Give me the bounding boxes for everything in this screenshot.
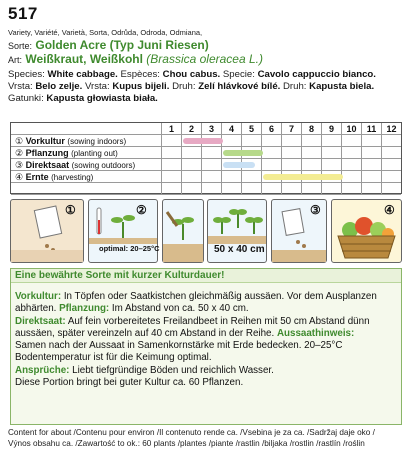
calendar-cell: [261, 159, 281, 171]
calendar-cell: [161, 159, 181, 171]
calendar-cell: [241, 183, 261, 195]
calendar-cell: [221, 171, 241, 183]
month-8: 8: [301, 123, 321, 135]
plant-spacing: 50 x 40 cm: [214, 244, 265, 255]
calendar-row-label: ③ Direktsaat (sowing outdoors): [15, 160, 136, 170]
month-6: 6: [261, 123, 281, 135]
calendar-empty-row: [11, 183, 401, 195]
month-2: 2: [181, 123, 201, 135]
calendar-cell: [341, 135, 361, 147]
calendar-row-label: ② Pflanzung (planting out): [15, 148, 118, 158]
illustration-spacing: [207, 199, 267, 263]
calendar-cell: [201, 147, 221, 159]
month-12: 12: [381, 123, 401, 135]
month-5: 5: [241, 123, 261, 135]
illustration-direct-sow: [271, 199, 327, 263]
variety-name: Golden Acre (Typ Juni Riesen): [35, 38, 209, 52]
calendar-cell: [381, 159, 401, 171]
footer-content: [8, 428, 375, 449]
calendar-cell: [261, 147, 281, 159]
catalog-number: 517: [8, 4, 38, 23]
calendar-cell: [221, 135, 241, 147]
calendar-cell: [361, 183, 381, 195]
footer-line-2: Výnos obsahu ca. /Zawartość to ok.: 60 plants /plantes /piante /rastlin /biljaka /rostlin /rastlín /roślin: [8, 438, 365, 448]
month-10: 10: [341, 123, 361, 135]
illustration-harvest: [331, 199, 402, 263]
calendar-cell: [381, 171, 401, 183]
footer-line-1: Content for about /Contenu pour environ /Il contenuto rende ca. /Vsebina je za ca. /Sadržaj daje oko /: [8, 428, 375, 437]
species-translations-1: Species: White cabbage. Espèces: Chou cabus. Specie: Cavolo cappuccio bianco.: [8, 69, 376, 80]
month-9: 9: [321, 123, 341, 135]
calendar-row-3: [11, 159, 401, 171]
calendar-cell: [301, 135, 321, 147]
calendar-cell: [221, 183, 241, 195]
calendar-row-4: [11, 171, 401, 183]
species-translations-3: Gatunki: Kapusta głowiasta biała.: [8, 93, 158, 104]
species-translations-2: Vrsta: Belo zelje. Vrsta: Kupus bijeli. Druh: Zelí hlávkové bílé. Druh: Kapusta biela.: [8, 81, 375, 92]
calendar-row-1: [11, 135, 401, 147]
latin-name: (Brassica oleracea L.): [146, 52, 263, 66]
calendar-cell: [281, 135, 301, 147]
calendar-cell: [201, 171, 221, 183]
calendar-bar-ernte: [263, 174, 343, 180]
calendar-cell: [181, 171, 201, 183]
calendar-cell: [361, 135, 381, 147]
calendar-cell: [341, 183, 361, 195]
step-4-label: ④: [384, 203, 395, 217]
calendar-bar-vorkultur: [183, 138, 223, 144]
calendar-row-2: [11, 147, 401, 159]
headline: Eine bewährte Sorte mit kurzer Kulturdauer!: [11, 269, 401, 283]
month-11: 11: [361, 123, 381, 135]
calendar-cell: [301, 183, 321, 195]
calendar-row-label: ④ Ernte (harvesting): [15, 172, 94, 182]
calendar-cell: [341, 147, 361, 159]
art-line: Art: Weißkraut, Weißkohl (Brassica oleracea L.): [8, 52, 263, 66]
calendar-cell: [241, 171, 261, 183]
calendar-cell: [341, 159, 361, 171]
calendar-cell: [381, 147, 401, 159]
calendar-cell: [161, 183, 181, 195]
calendar-cell: [241, 135, 261, 147]
calendar-cell: [181, 147, 201, 159]
vorkultur-paragraph: Vorkultur: In Töpfen oder Saatkistchen gleichmäßig aussäen. Vor dem Ausplanzen abhärten. Pflanzung: Im Abstand von ca. 50 x 40 cm. Direktsaat: Auf fein vorbereitetes Freilandbeet in Reihen mit 50 cm Abstand dünn aussäen, später vereinzeln auf 40 cm Abstand in der Reihe. Aussaathinweis: Samen nach der Aussaat in Samenkornstärke mit Erde bedecken. 20–25°C Bodentemperatur ist für die Keimung optimal. Ansprüche: Liebt tiefgründige Böden und reichlich Wasser. Diese Portion bringt bei guter Kultur ca. 60 Pflanzen.: [15, 291, 377, 389]
transplant-trowel-icon: [163, 200, 203, 262]
cultivation-info-box: [10, 268, 402, 425]
calendar-cell: [261, 135, 281, 147]
month-3: 3: [201, 123, 221, 135]
sorte-line: Sorte: Golden Acre (Typ Juni Riesen): [8, 38, 209, 52]
sowing-calendar: [10, 122, 402, 194]
calendar-cell: [161, 147, 181, 159]
calendar-row-label: ① Vorkultur (sowing indoors): [15, 136, 127, 146]
calendar-cell: [161, 171, 181, 183]
calendar-cell: [281, 183, 301, 195]
calendar-cell: [201, 183, 221, 195]
calendar-cell: [321, 183, 341, 195]
step-2-label: ②: [136, 203, 147, 217]
calendar-cell: [341, 171, 361, 183]
species-name: Weißkraut, Weißkohl: [25, 52, 143, 66]
optimal-temperature: optimal: 20–25°C: [99, 244, 160, 253]
month-7: 7: [281, 123, 301, 135]
calendar-cell: [181, 159, 201, 171]
variety-languages: Variety, Variété, Varietà, Sorta, Odrůda, Odroda, Odmiana,: [8, 28, 203, 37]
calendar-cell: [301, 159, 321, 171]
calendar-cell: [321, 159, 341, 171]
calendar-month-header: [11, 123, 401, 135]
calendar-cell: [361, 171, 381, 183]
illustration-seed-packet: [10, 199, 84, 263]
calendar-cell: [181, 183, 201, 195]
step-3-label: ③: [310, 203, 321, 217]
month-1: 1: [161, 123, 181, 135]
calendar-bar-pflanzung: [223, 150, 263, 156]
illustration-transplant: [162, 199, 204, 263]
calendar-cell: [201, 159, 221, 171]
calendar-cell: [361, 147, 381, 159]
calendar-cell: [281, 159, 301, 171]
step-1-label: ①: [65, 203, 76, 217]
calendar-cell: [361, 159, 381, 171]
calendar-cell: [381, 183, 401, 195]
calendar-cell: [381, 135, 401, 147]
month-4: 4: [221, 123, 241, 135]
calendar-cell: [281, 147, 301, 159]
illustration-seedling-temp: [88, 199, 158, 263]
calendar-cell: [301, 147, 321, 159]
plant-spacing-icon: [208, 200, 266, 244]
calendar-bar-direktsaat: [223, 162, 255, 168]
calendar-cell: [161, 135, 181, 147]
calendar-cell: [321, 135, 341, 147]
calendar-cell: [261, 183, 281, 195]
calendar-cell: [321, 147, 341, 159]
